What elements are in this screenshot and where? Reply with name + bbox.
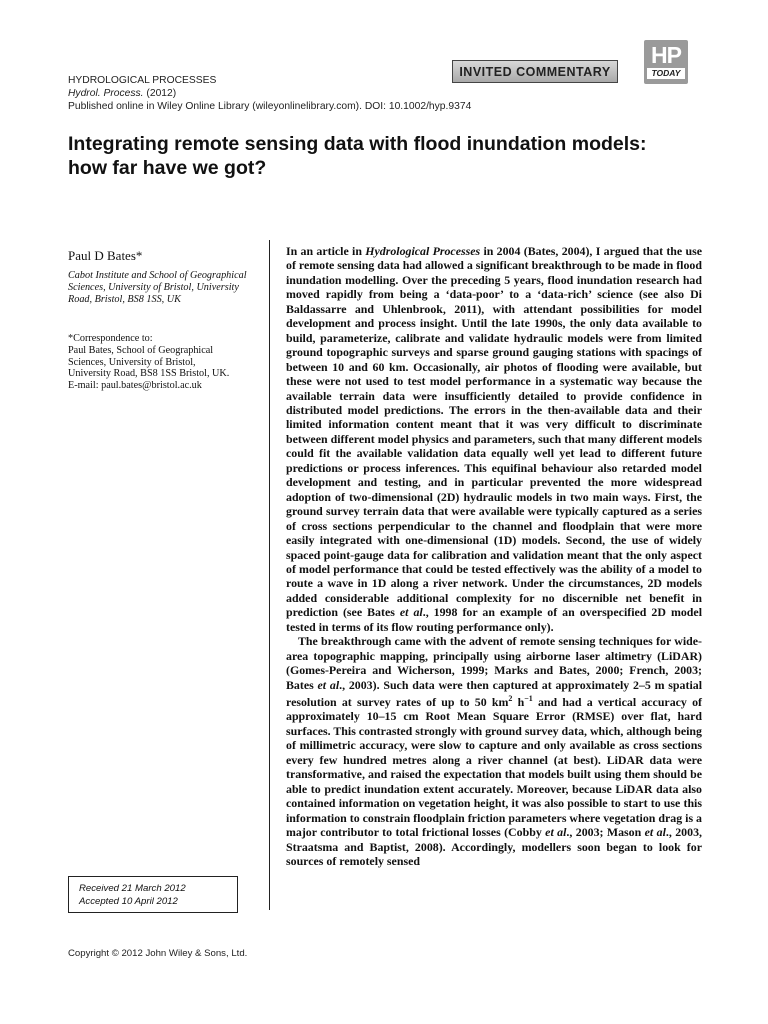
received-date: Received 21 March 2012 [79, 883, 186, 894]
correspondence-heading: *Correspondence to: [68, 333, 153, 344]
copyright-notice: Copyright © 2012 John Wiley & Sons, Ltd. [68, 948, 248, 959]
article-body [286, 244, 702, 868]
article-title [68, 132, 708, 180]
journal-citation [68, 88, 538, 101]
correspondence-line: University Road, BS8 1SS Bristol, UK. [68, 368, 230, 380]
publication-line: Published online in Wiley Online Library (wileyonlinelibrary.com). DOI: 10.1002/hyp.9374 [68, 100, 472, 112]
article-title-line1: Integrating remote sensing data with flood inundation models: [68, 133, 647, 155]
correspondence-block [68, 333, 263, 392]
body-paragraph-1: In an article in Hydrological Processes in 2004 (Bates, 2004), I argued that the use of remote sensing data had allowed a significant breakthrough to be made in flood inundation modelling. Over the preceding 5 years, flood inundation research had moved rapidly from being a ‘data-poor’ to a ‘data-rich’ science (see also Di Baldassarre and Uhlenbrook, 2011), with attendant possibilities for model development and process insight. Until the late 1990s, the only data available to build, parameterize, calibrate and validate hydraulic models were from limited ground topographic surveys and sparse ground gauging stations with spacings of between 10 and 60 km. Occasionally, air photos of flooding were available, but these were not used to test model performance in a systematic way because the available terrain data were insufficiently detailed to provide confidence in distributed model predictions. The errors in the then-available data and their limited information content meant that it was very difficult to discriminate between different model physics and parameters, such that many different models could fit the available validation data equally well yet lead to different future predictions or process inferences. This equifinal behaviour also retarded model development and testing, and in particular prevented the more widespread adoption of two-dimensional (2D) hydraulic models in two main ways. First, the ground survey terrain data that were available were typically captured as a series of cross sections perpendicular to the channel and floodplain that were more easily integrated with one-dimensional (1D) models. Second, the use of widely spaced point-gauge data for calibration and validation meant that the only aspect of model performance that could be tested effectively was the ability of a model to route a wave in 1D along a river network. Under the circumstances, 2D models added considerable additional complexity for no discernible net benefit in prediction (see Bates et al., 1998 for an example of an overspecified 2D model tested in terms of its flow routing performance only). [286, 244, 703, 634]
logo-main-text: HP [651, 42, 681, 68]
logo-sub-text: TODAY [647, 68, 685, 79]
correspondence-line: Paul Bates, School of Geographical [68, 344, 214, 356]
body-paragraph-2: The breakthrough came with the advent of remote sensing techniques for wide-area topographic mapping, principally using airborne laser altimetry (LiDAR) (Gomes-Pereira and Wicherson, 1999; Marks and Bates, 2000; French, 2003; Bates et al., 2003). Such data were then captured at approximately 2–5 m spatial resolution at survey rates of up to 50 $km^2$ $h^{-1}$ and had a vertical accuracy of approximately 10–15 cm Root Mean Square Error (RMSE) over flat, hard surfaces. This contrasted strongly with ground survey data, which, although being of millimetric accuracy, were slow to capture and only available as cross sections every few hundred metres along a river channel (at best). LiDAR data were transformative, and raised the expectation that models built using them should be able to predict inundation extent accurately. Moreover, because LiDAR data also contained information on vegetation height, it was also possible to start to use this information to constrain floodplain friction parameters where vegetation drag is a major contributor to total frictional losses (Cobby et al., 2003; Mason et al., 2003, Straatsma and Baptist, 2008). Accordingly, modellers soon began to look for sources of remotely sensed [286, 634, 702, 868]
author-name: Paul D Bates* [68, 248, 143, 263]
article-title-line2: how far have we got? [68, 157, 267, 179]
author-affiliation: Cabot Institute and School of Geographical Sciences, University of Bristol, University Road, Bristol, BS8 1SS, UK [68, 270, 247, 306]
journal-year: (2012) [146, 87, 177, 99]
invited-commentary-badge: INVITED COMMENTARY [452, 60, 618, 83]
journal-name: HYDROLOGICAL PROCESSES [68, 75, 217, 86]
correspondence-line: Sciences, University of Bristol, [68, 356, 196, 368]
journal-reference: Hydrological Processes [365, 244, 481, 258]
received-accepted-box [68, 876, 238, 913]
author-sidebar [68, 248, 258, 307]
column-divider [269, 240, 270, 910]
correspondence-email: E-mail: paul.bates@bristol.ac.uk [68, 380, 202, 392]
accepted-date: Accepted 10 April 2012 [79, 896, 178, 907]
journal-abbreviation: Hydrol. Process. [68, 87, 144, 99]
hp-today-logo [644, 40, 688, 84]
